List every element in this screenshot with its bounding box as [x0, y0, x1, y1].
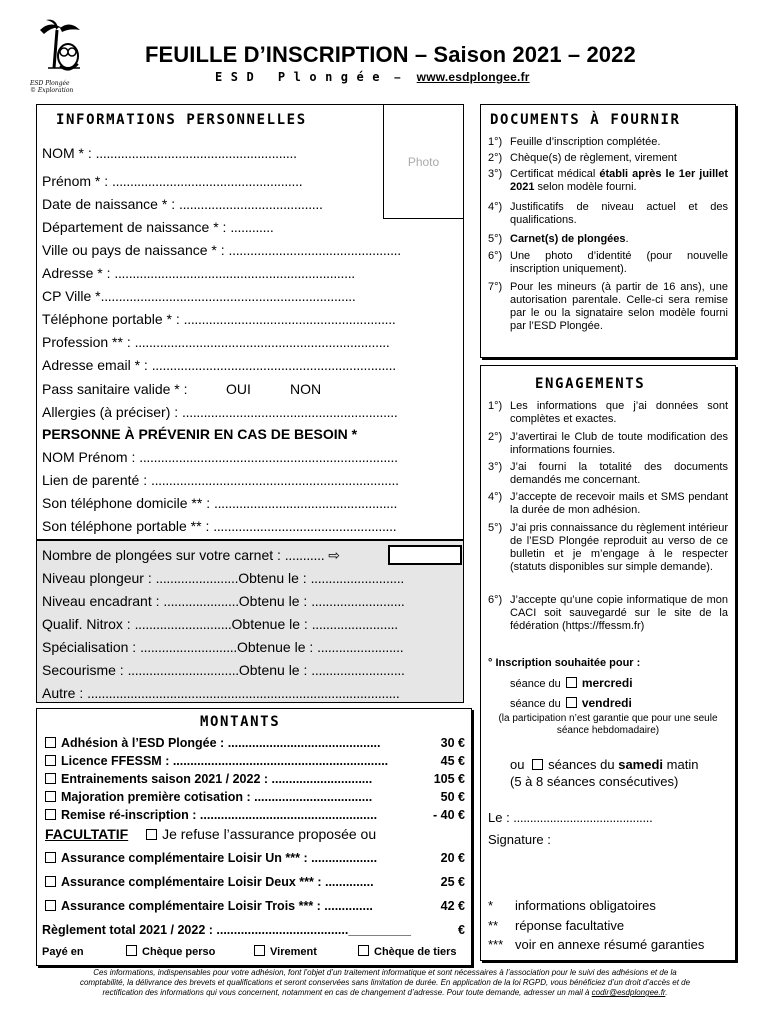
checkbox[interactable] [45, 737, 56, 748]
payment-method-row [42, 944, 462, 960]
total-line[interactable]: Règlement total 2021 / 2022 : ......................................_________ € [42, 923, 465, 937]
date-field[interactable]: Le : .......................................... [488, 810, 653, 825]
arrow-right-icon: ⇨ [328, 547, 340, 563]
insurance-line-trois[interactable]: Assurance complémentaire Loisir Trois *** : .............. 42 € [45, 898, 465, 914]
logo-caption: ESD Plongée [30, 80, 70, 87]
session-wednesday[interactable]: séance du mercredi [510, 676, 633, 690]
pay-virement[interactable]: Virement [254, 944, 317, 960]
checkbox[interactable] [45, 852, 56, 863]
checkbox[interactable] [358, 945, 369, 956]
optional-label: FACULTATIF [45, 826, 129, 842]
checkbox[interactable] [566, 697, 577, 708]
insurance-line-deux[interactable]: Assurance complémentaire Loisir Deux *** : .............. 25 € [45, 874, 465, 890]
field-niveau-encadrant[interactable]: Niveau encadrant : .....................Obtenu le : .......................... [42, 593, 405, 609]
field-ville-naissance[interactable]: Ville ou pays de naissance * : ................................................ [42, 242, 401, 258]
field-lien-parente[interactable]: Lien de parenté : ..................................................................... [42, 472, 399, 488]
field-profession[interactable]: Profession ** : ....................................................................... [42, 334, 390, 350]
photo-box[interactable] [383, 105, 463, 219]
field-tel-domicile[interactable]: Son téléphone domicile ** : ................................................... [42, 495, 398, 511]
field-nombre-plongees[interactable]: Nombre de plongées sur votre carnet : ........... ⇨ [42, 547, 340, 563]
legend-mandatory: * informations obligatoires [488, 898, 656, 913]
page-subtitle [215, 70, 530, 84]
refuse-insurance-option[interactable]: Je refuse l’assurance proposée ou [146, 826, 376, 842]
field-telephone[interactable]: Téléphone portable * : ........................................................... [42, 311, 396, 327]
field-departement-naissance[interactable]: Département de naissance * : ............ [42, 219, 274, 235]
pass-yes-option[interactable]: OUI [226, 381, 251, 397]
legend-optional: ** réponse facultative [488, 918, 625, 933]
checkbox[interactable] [45, 773, 56, 784]
checkbox[interactable] [566, 677, 577, 688]
paid-label: Payé en [42, 946, 84, 958]
field-cp-ville[interactable]: CP Ville *....................................................................... [42, 288, 356, 304]
list-item: 3°) Certificat médical établi après le 1er juillet 2021 selon modèle fourni. [488, 168, 728, 193]
session-wish-title: ° Inscription souhaitée pour : [488, 657, 641, 669]
field-autre[interactable]: Autre : ....................................................................................... [42, 685, 400, 701]
list-item: 3°) J’ai fourni la totalité des documents demandés me concernant. [488, 461, 728, 486]
checkbox[interactable] [45, 876, 56, 887]
logo-caption: © Exploration [30, 87, 74, 94]
amount-line-remise[interactable]: Remise ré-inscription : ................................................... - 40 € [45, 807, 465, 823]
checkbox[interactable] [254, 945, 265, 956]
session-friday[interactable]: séance du vendredi [510, 696, 632, 710]
field-email[interactable]: Adresse email * : .................................................................... [42, 357, 396, 373]
list-item: 1°) Feuille d’inscription complétée. [488, 136, 661, 148]
engagements-title: ENGAGEMENTS [535, 376, 646, 392]
field-adresse[interactable]: Adresse * : ................................................................... [42, 265, 355, 281]
field-tel-portable[interactable]: Son téléphone portable ** : ................................................... [42, 518, 397, 534]
emergency-contact-title: PERSONNE À PRÉVENIR EN CAS DE BESOIN * [42, 426, 358, 442]
field-date-naissance[interactable]: Date de naissance * : ........................................ [42, 196, 323, 212]
session-note: (la participation n’est garantie que pour une seule séance hebdomadaire) [498, 713, 718, 736]
privacy-footer: Ces informations, indispensables pour votre adhésion, font l’objet d’un traitement informatique et sont nécessaires à l’association pour le suivi des adhésions et de la comptabilité, la délivrance des brevets et qualifications et seront conservées sans limitation de durée. En application de la loi RGPD, vous bénéficiez d’un droit d’accès et de rectification des informations qui vous concernent, notamment en cas de changement d’adresse. Pour toute demande, adresser un mail à codir@esdplongee.fr. [79, 968, 691, 997]
amount-line-majoration[interactable]: Majoration première cotisation : .................................. 50 € [45, 789, 465, 805]
diver-palm-icon [30, 18, 90, 78]
field-specialisation[interactable]: Spécialisation : ...........................Obtenue le : ........................ [42, 639, 404, 655]
list-item: 1°) Les informations que j’ai données sont complètes et exactes. [488, 400, 728, 425]
amounts-title: MONTANTS [200, 714, 281, 730]
list-item: 4°) J’accepte de recevoir mails et SMS pendant la durée de mon adhésion. [488, 491, 728, 516]
org-name: ESD Plongée [215, 70, 388, 84]
dives-count-box[interactable] [388, 545, 462, 565]
checkbox[interactable] [146, 829, 157, 840]
saturday-note: (5 à 8 séances consécutives) [510, 774, 679, 789]
checkbox[interactable] [45, 900, 56, 911]
insurance-line-un[interactable]: Assurance complémentaire Loisir Un *** : ................... 20 € [45, 850, 465, 866]
amount-line-adhesion[interactable]: Adhésion à l’ESD Plongée : ............................................ 30 € [45, 735, 465, 751]
list-item: 2°) J’avertirai le Club de toute modification des informations fournies. [488, 431, 728, 456]
pay-cheque-perso[interactable]: Chèque perso [126, 944, 215, 960]
amount-line-licence[interactable]: Licence FFESSM : .............................................................. 45 € [45, 753, 465, 769]
field-secourisme[interactable]: Secourisme : ...............................Obtenu le : .......................... [42, 662, 405, 678]
contact-email-link[interactable]: codir@esdplongee.fr [591, 988, 666, 997]
page-title: FEUILLE D’INSCRIPTION – Saison 2021 – 2022 [145, 42, 636, 67]
signature-field[interactable]: Signature : [488, 832, 551, 847]
legend-warranty: *** voir en annexe résumé garanties [488, 937, 705, 952]
pass-no-option[interactable]: NON [290, 381, 322, 397]
optional-insurance-row [45, 826, 465, 842]
personal-info-title: INFORMATIONS PERSONNELLES [56, 112, 307, 128]
field-allergies[interactable]: Allergies (à préciser) : ............................................................ [42, 404, 398, 420]
amount-line-entrainements[interactable]: Entrainements saison 2021 / 2022 : ............................. 105 € [45, 771, 465, 787]
club-logo [30, 18, 90, 92]
website-link[interactable]: www.esdplongee.fr [416, 70, 530, 84]
list-item: 6°) Une photo d’identité (pour nouvelle inscription uniquement). [488, 250, 728, 275]
documents-title: DOCUMENTS À FOURNIR [490, 112, 681, 128]
list-item: 2°) Chèque(s) de règlement, virement [488, 152, 677, 164]
session-saturday[interactable]: ou séances du samedi matin [510, 757, 699, 772]
list-item: 6°) J’accepte qu’une copie informatique de mon CACI soit sauvegardé sur le site de la fédération (https://ffessm.fr) [488, 594, 728, 632]
checkbox[interactable] [532, 759, 543, 770]
checkbox[interactable] [126, 945, 137, 956]
field-contact-nom[interactable]: NOM Prénom : ........................................................................ [42, 449, 398, 465]
checkbox[interactable] [45, 791, 56, 802]
list-item: 4°) Justificatifs de niveau actuel et des qualifications. [488, 201, 728, 226]
separator: – [393, 70, 401, 84]
pay-cheque-tiers[interactable]: Chèque de tiers [358, 944, 457, 960]
field-pass-sanitaire: Pass sanitaire valide * : OUI NON [42, 381, 322, 397]
field-qualif-nitrox[interactable]: Qualif. Nitrox : ...........................Obtenue le : ........................ [42, 616, 398, 632]
photo-label: Photo [407, 155, 440, 169]
list-item: 7°) Pour les mineurs (à partir de 16 ans), une autorisation parentale. Celle-ci sera remise par le ou la signataire selon modèle fourni par l’ESD Plongée. [488, 281, 728, 332]
field-nom[interactable]: NOM * : ........................................................ [42, 145, 297, 161]
list-item: 5°) Carnet(s) de plongées. [488, 233, 629, 245]
field-prenom[interactable]: Prénom * : ..................................................... [42, 173, 303, 189]
field-niveau-plongeur[interactable]: Niveau plongeur : .......................Obtenu le : .......................... [42, 570, 404, 586]
checkbox[interactable] [45, 809, 56, 820]
list-item: 5°) J’ai pris connaissance du règlement intérieur de l’ESD Plongée reproduit au verso de ce bulletin et je m’engage à le respecter (statuts disponibles sur simple demande). [488, 522, 728, 573]
checkbox[interactable] [45, 755, 56, 766]
